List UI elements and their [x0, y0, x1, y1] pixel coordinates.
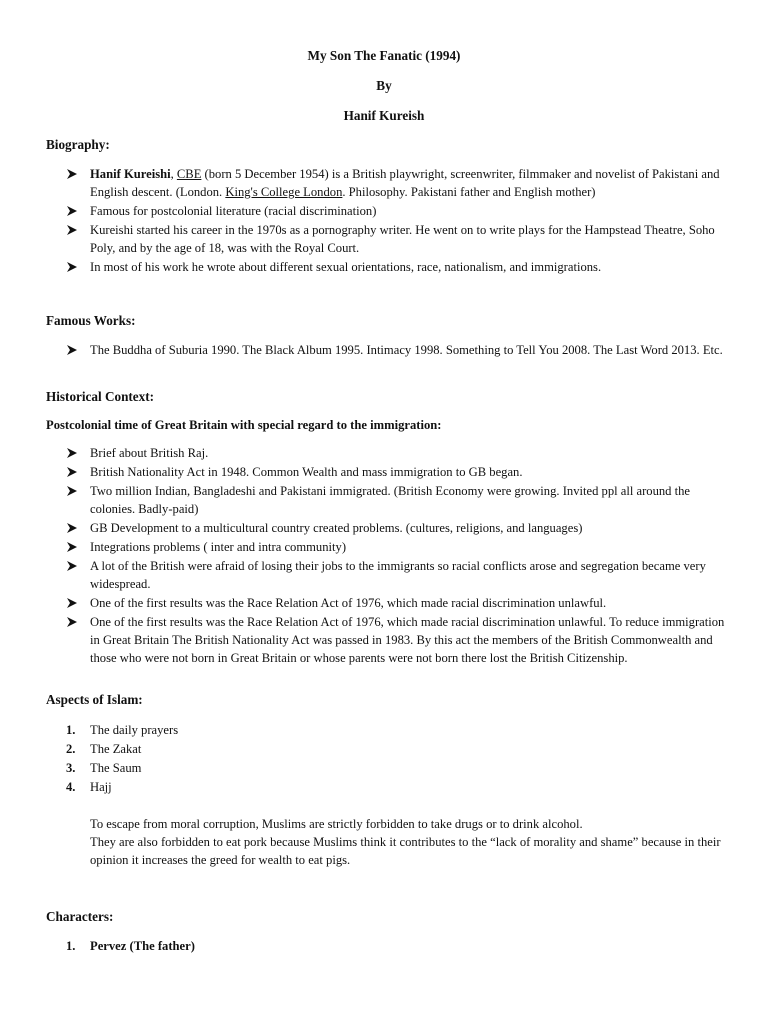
paragraph-line: They are also forbidden to eat pork because Muslims think it contributes to the “lack of morality and shame” because in their opinion it increases the greed for wealth to eat pigs. [90, 835, 721, 867]
list-item-text: Hajj [90, 780, 112, 794]
historical-context-list [66, 444, 736, 668]
islam-paragraph [90, 815, 730, 869]
arrowhead-bullet-icon [66, 165, 80, 183]
list-item [66, 444, 736, 462]
list-item-text: British Nationality Act in 1948. Common Wealth and mass immigration to GB began. [90, 465, 523, 479]
author-full-name: Hanif Kureishi [90, 167, 171, 181]
list-item [66, 594, 736, 612]
historical-context-heading: Historical Context: [46, 389, 155, 404]
list-item-text: The Buddha of Suburia 1990. The Black Album 1995. Intimacy 1998. Something to Tell You 2008. The Last Word 2013. Etc. [90, 343, 723, 357]
list-item [66, 557, 736, 593]
biography-text-a: (born 5 December 1954) is a British playwright, screenwriter, filmmaker and novelist of Pakistani and English descent. (London. [90, 167, 720, 199]
list-item-text: The Saum [90, 761, 142, 775]
list-number: 3. [66, 761, 76, 775]
list-number: 1. [66, 939, 76, 953]
list-item-text: Two million Indian, Bangladeshi and Pakistani immigrated. (British Economy were growing. Invited ppl all around the colonies. Badly-paid) [90, 484, 691, 516]
list-number: 1. [66, 723, 76, 737]
biography-text-b: . Philosophy. Pakistani father and English mother) [342, 185, 596, 199]
kings-college-link[interactable]: King's College London [225, 185, 343, 199]
list-item-text: The Zakat [90, 742, 142, 756]
historical-context-subheading: Postcolonial time of Great Britain with special regard to the immigration: [46, 418, 442, 432]
list-item [66, 519, 736, 537]
famous-works-list [66, 341, 736, 360]
document-title: My Son The Fanatic (1994) [307, 48, 461, 63]
by-line: By [376, 78, 392, 93]
author-name: Hanif Kureish [343, 108, 425, 123]
biography-heading: Biography: [46, 137, 110, 152]
biography-list [66, 165, 736, 277]
list-item [66, 538, 736, 556]
islam-heading: Aspects of Islam: [46, 692, 143, 707]
list-item-text: GB Development to a multicultural country created problems. (cultures, religions, and languages) [90, 521, 583, 535]
arrowhead-bullet-icon [66, 519, 80, 537]
list-item [66, 613, 736, 667]
list-item [66, 721, 736, 739]
characters-heading: Characters: [46, 909, 114, 924]
characters-list [66, 937, 736, 956]
list-item [66, 759, 736, 777]
list-item-text: A lot of the British were afraid of losing their jobs to the immigrants so racial conflicts arose and segregation became very widespread. [90, 559, 706, 591]
list-item [66, 341, 736, 359]
arrowhead-bullet-icon [66, 613, 80, 631]
arrowhead-bullet-icon [66, 341, 80, 359]
islam-list [66, 721, 736, 797]
list-item-text: Kureishi started his career in the 1970s as a pornography writer. He went on to write plays for the Hampstead Theatre, Soho Poly, and by the age of 18, was with the Royal Court. [90, 223, 715, 255]
list-item-text: In most of his work he wrote about different sexual orientations, race, nationalism, and immigrations. [90, 260, 602, 274]
arrowhead-bullet-icon [66, 463, 80, 481]
arrowhead-bullet-icon [66, 221, 80, 239]
arrowhead-bullet-icon [66, 557, 80, 575]
list-number: 2. [66, 742, 76, 756]
arrowhead-bullet-icon [66, 594, 80, 612]
list-item-text: One of the first results was the Race Relation Act of 1976, which made racial discrimination unlawful. To reduce immigration in Great Britain The British Nationality Act was passed in 1983. By this act the members of the British Commonwealth and those who were not born in Great Britain or whose parents were not born there lost the British Citizenship. [90, 615, 725, 665]
arrowhead-bullet-icon [66, 538, 80, 556]
list-item [66, 221, 736, 257]
arrowhead-bullet-icon [66, 202, 80, 220]
paragraph-line: To escape from moral corruption, Muslims are strictly forbidden to take drugs or to drink alcohol. [90, 817, 583, 831]
list-item [66, 463, 736, 481]
list-item [66, 937, 736, 955]
list-item [66, 258, 736, 276]
list-item [66, 740, 736, 758]
list-item-text: Brief about British Raj. [90, 446, 209, 460]
list-item [66, 778, 736, 796]
list-item [66, 165, 736, 201]
arrowhead-bullet-icon [66, 482, 80, 500]
cbe-link[interactable]: CBE [176, 167, 202, 181]
famous-works-heading: Famous Works: [46, 313, 136, 328]
list-item-text: The daily prayers [90, 723, 179, 737]
list-item-text: Famous for postcolonial literature (racial discrimination) [90, 204, 377, 218]
list-item [66, 202, 736, 220]
comma-text: , [170, 167, 177, 181]
arrowhead-bullet-icon [66, 258, 80, 276]
list-number: 4. [66, 780, 76, 794]
arrowhead-bullet-icon [66, 444, 80, 462]
list-item [66, 482, 736, 518]
list-item-text: Pervez (The father) [90, 939, 195, 953]
list-item-text: Integrations problems ( inter and intra community) [90, 540, 347, 554]
list-item-text: One of the first results was the Race Relation Act of 1976, which made racial discrimination unlawful. [90, 596, 607, 610]
